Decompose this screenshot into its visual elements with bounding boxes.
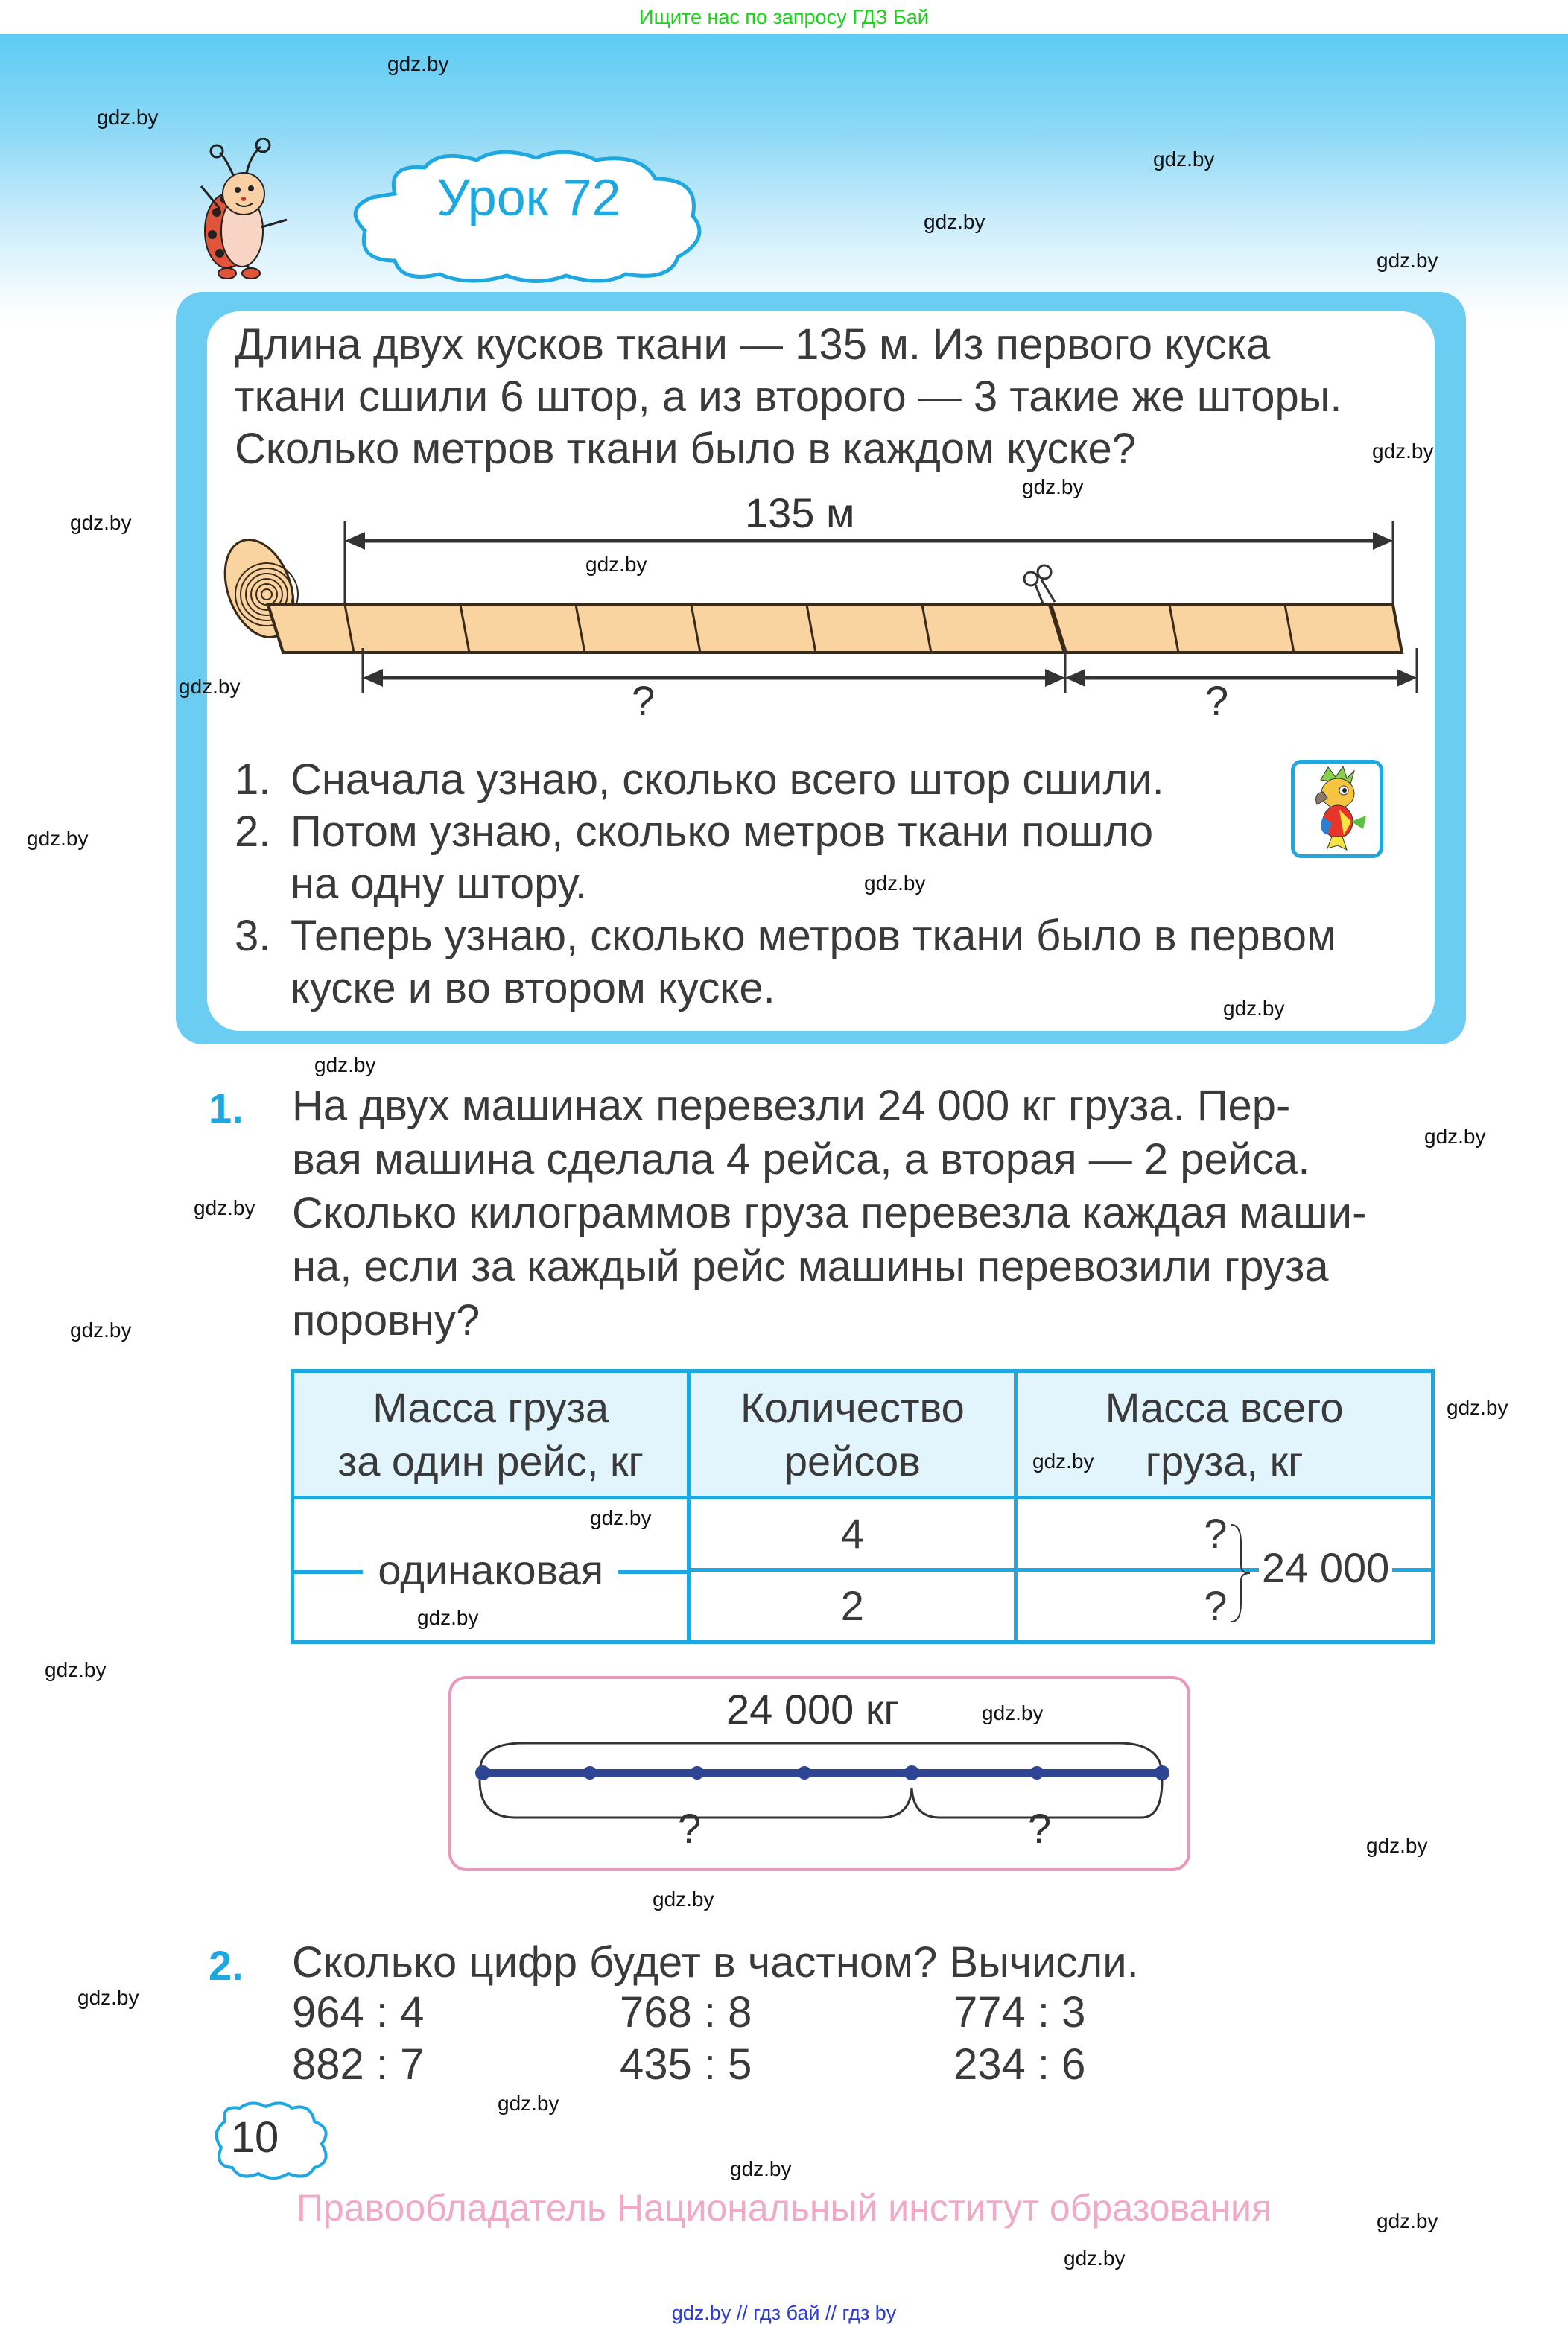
exercise-1-line-5: поровну? xyxy=(292,1296,480,1345)
plan-step-2-text-2: на одну штору. xyxy=(291,860,587,908)
table-cell-total: ? xyxy=(1016,1498,1433,1570)
watermark: gdz.by xyxy=(77,1986,139,2009)
table-header-row xyxy=(293,1371,1433,1498)
watermark: gdz.by xyxy=(387,52,449,75)
diagram-part1-label: ? xyxy=(632,677,656,724)
watermark: gdz.by xyxy=(924,210,985,233)
diagram-part2-label: ? xyxy=(1205,677,1229,724)
table-sum-label: 24 000 xyxy=(1259,1543,1392,1592)
watermark: gdz.by xyxy=(97,106,159,129)
diagram-total-label: 135 м xyxy=(745,489,855,536)
watermark: gdz.by xyxy=(1064,2247,1126,2270)
header-text: рейсов xyxy=(784,1437,921,1485)
watermark: gdz.by xyxy=(498,2092,559,2115)
expression: 768 : 8 xyxy=(620,1988,752,2037)
lesson-title: Урок 72 xyxy=(437,168,621,226)
same-mass-value: одинаковая xyxy=(363,1546,618,1593)
exercise-2-number: 2. xyxy=(209,1942,244,1989)
ladybug-icon xyxy=(190,138,302,279)
watermark: gdz.by xyxy=(1032,1450,1094,1473)
expression: 882 : 7 xyxy=(292,2040,425,2089)
watermark: gdz.by xyxy=(1424,1125,1486,1148)
watermark: gdz.by xyxy=(1377,249,1438,272)
exercise-1-line-3: Сколько килограммов груза перевезла каждая маши- xyxy=(292,1189,1367,1237)
watermark: gdz.by xyxy=(179,675,241,698)
expression: 774 : 3 xyxy=(953,1988,1086,2037)
plan-step-3-num: 3. xyxy=(235,912,271,960)
table-cell-trips: 4 xyxy=(689,1498,1016,1570)
plan-step-2-text-1: Потом узнаю, сколько метров ткани пошло xyxy=(291,807,1154,856)
watermark: gdz.by xyxy=(1372,439,1434,463)
scheme-total-label: 24 000 кг xyxy=(726,1686,899,1733)
copyright-notice: Правообладатель Национальный институт образования xyxy=(296,2187,1272,2229)
header-text: Количество xyxy=(740,1383,965,1431)
watermark: gdz.by xyxy=(70,1318,132,1342)
exercise-1-number: 1. xyxy=(209,1085,244,1132)
watermark: gdz.by xyxy=(417,1606,479,1629)
plan-step-1-num: 1. xyxy=(235,755,271,804)
banner-text: Ищите нас по запросу ГДЗ Бай xyxy=(639,6,929,28)
watermark: gdz.by xyxy=(585,553,647,576)
intro-task-line-1: Длина двух кусков ткани — 135 м. Из первого куска xyxy=(235,320,1271,369)
expression: 435 : 5 xyxy=(620,2040,752,2089)
watermark: gdz.by xyxy=(1447,1396,1508,1419)
page-number: 10 xyxy=(230,2113,279,2162)
plan-step-1-text: Сначала узнаю, сколько всего штор сшили. xyxy=(291,755,1164,804)
scheme-part1-label: ? xyxy=(678,1805,702,1852)
parrot-icon xyxy=(1295,764,1380,854)
watermark: gdz.by xyxy=(1377,2209,1438,2232)
plan-step-3-text-1: Теперь узнаю, сколько метров ткани было в первом xyxy=(291,912,1336,960)
footer-links[interactable]: gdz.by // гдз бай // гдз by xyxy=(671,2302,897,2324)
cargo-table xyxy=(291,1369,1435,1644)
plan-step-3-text-2: куске и во втором куске. xyxy=(291,964,775,1012)
scheme-part2-label: ? xyxy=(1028,1805,1052,1852)
watermark: gdz.by xyxy=(590,1506,652,1529)
intro-task-line-3: Сколько метров ткани было в каждом куске? xyxy=(235,425,1136,473)
watermark: gdz.by xyxy=(982,1701,1044,1724)
watermark: gdz.by xyxy=(1022,475,1084,498)
watermark: gdz.by xyxy=(194,1196,255,1219)
exercise-1-line-4: на, если за каждый рейс машины перевозили груза xyxy=(292,1242,1329,1291)
watermark: gdz.by xyxy=(1223,997,1285,1020)
watermark: gdz.by xyxy=(70,511,132,534)
table-header-total-mass xyxy=(1016,1371,1433,1498)
brace-icon xyxy=(1228,1521,1257,1625)
watermark: gdz.by xyxy=(27,827,89,850)
header-text: Масса груза xyxy=(372,1383,609,1431)
table-header-trip-count xyxy=(689,1371,1016,1498)
plan-step-2-num: 2. xyxy=(235,807,271,856)
watermark: gdz.by xyxy=(1366,1834,1428,1857)
expression: 234 : 6 xyxy=(953,2040,1086,2089)
table-cell-total: ? xyxy=(1016,1570,1433,1642)
watermark: gdz.by xyxy=(864,872,926,895)
header-text: за один рейс, кг xyxy=(337,1437,644,1485)
table-header-mass-per-trip xyxy=(293,1371,689,1498)
watermark: gdz.by xyxy=(1153,147,1215,171)
watermark: gdz.by xyxy=(45,1658,107,1681)
intro-task-line-2: ткани сшили 6 штор, а из второго — 3 такие же шторы. xyxy=(235,372,1342,421)
top-banner xyxy=(0,0,1568,34)
watermark: gdz.by xyxy=(653,1888,714,1911)
fabric-roll-diagram xyxy=(216,507,1438,745)
table-cell-trips: 2 xyxy=(689,1570,1016,1642)
exercise-2-text: Сколько цифр будет в частном? Вычисли. xyxy=(292,1938,1139,1987)
header-text: груза, кг xyxy=(1145,1437,1304,1485)
exercise-1-line-1: На двух машинах перевезли 24 000 кг груза. Пер- xyxy=(292,1082,1291,1130)
expression: 964 : 4 xyxy=(292,1988,425,2037)
watermark: gdz.by xyxy=(314,1053,376,1076)
parrot-helper-box xyxy=(1291,760,1383,858)
watermark: gdz.by xyxy=(730,2157,792,2180)
header-text: Масса всего xyxy=(1105,1383,1344,1431)
scissors-icon xyxy=(1024,565,1055,603)
exercise-1-line-2: вая машина сделала 4 рейса, а вторая — 2 рейса. xyxy=(292,1135,1310,1184)
